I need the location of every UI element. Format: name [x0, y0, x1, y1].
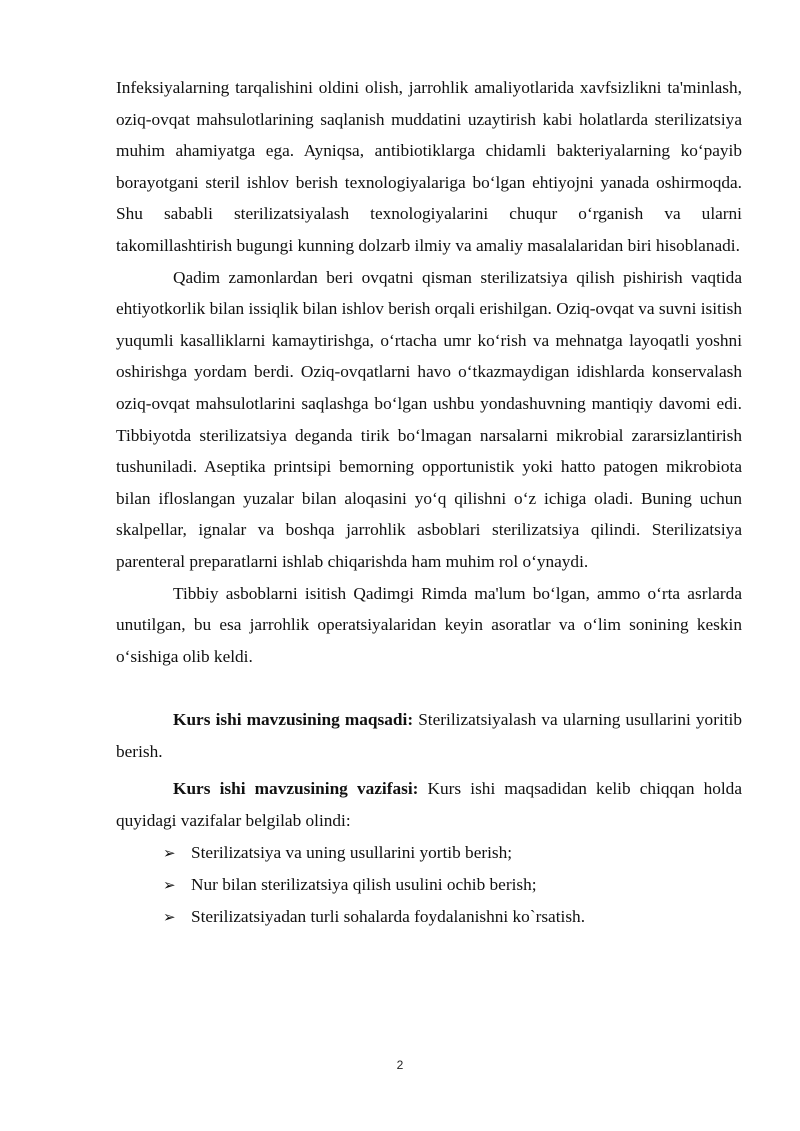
paragraph-intro: Infeksiyalarning tarqalishini oldini olish, jarrohlik amaliyotlarida xavfsizlikni ta'minlash, oziq-ovqat mahsulotlarining saqlanish muddatini uzaytirish kabi holatlarda sterilizatsiya muhim ahamiyatga ega. Ayniqsa, antibiotiklarga chidamli bakteriyalarning ko‘payib borayotgani steril ishlov berish texnologiyalariga bo‘lgan ehtiyojni yanada oshirmoqda. Shu sababli sterilizatsiyalash texnologiyalarini chuqur o‘rganish va ularni takomillashtirish bugungi kunning dolzarb ilmiy va amaliy masalalaridan biri hisoblanadi.: [116, 78, 742, 255]
arrow-bullet-icon: ➢: [163, 907, 176, 926]
paragraph-history: Qadim zamonlardan beri ovqatni qisman sterilizatsiya qilish pishirish vaqtida ehtiyotkorlik bilan issiqlik bilan ishlov berish orqali erishilgan. Oziq-ovqat va suvni isitish yuqumli kasalliklarni kamaytirishga, o‘rtacha umr ko‘rish va mehnatga layoqatli yoshni oshirishga yordam berdi. Oziq-ovqatlarni havo o‘tkazmaydigan idishlarda konservalash oziq-ovqat mahsulotlarini saqlashga bo‘lgan ushbu yondashuvning mantiqiy davomi edi. Tibbiyotda sterilizatsiya deganda tirik bo‘lmagan narsalarni mikrobial zararsizlantirish tushuniladi. Aseptika printsipi bemorning opportunistik yoki hatto patogen mikrobiota bilan ifloslangan yuzalar bilan aloqasini yo‘q qilishni o‘z ichiga oladi. Buning uchun skalpellar, ignalar va boshqa jarrohlik asboblari sterilizatsiya qilindi. Sterilizatsiya parenteral preparatlarni ishlab chiqarishda ham muhim rol o‘ynaydi.: [116, 267, 742, 571]
tasks-paragraph: [116, 773, 742, 836]
list-item: [163, 837, 742, 869]
list-item-text: Sterilizatsiyadan turli sohalarda foydalanishni ko`rsatish.: [191, 906, 586, 926]
list-item: [163, 901, 742, 933]
list-item-text: Sterilizatsiya va uning usullarini yortib berish;: [191, 842, 513, 862]
document-page: [116, 72, 742, 933]
paragraph-rome: Tibbiy asboblarni isitish Qadimgi Rimda ma'lum bo‘lgan, ammo o‘rta asrlarda unutilgan, bu esa jarrohlik operatsiyalaridan keyin asoratlar va o‘lim sonining keskin o‘sishiga olib keldi.: [116, 583, 742, 666]
task-list: [116, 837, 742, 933]
goal-label: Kurs ishi mavzusining maqsadi:: [173, 710, 414, 730]
arrow-bullet-icon: ➢: [163, 875, 176, 894]
goal-paragraph: [116, 704, 742, 767]
list-item-text: Nur bilan sterilizatsiya qilish usulini ochib berish;: [191, 874, 537, 894]
page-number: 2: [396, 1058, 404, 1072]
list-item: [163, 869, 742, 901]
tasks-text: Kurs ishi maqsadidan kelib chiqqan holda quyidagi vazifalar belgilab olindi:: [116, 779, 742, 831]
tasks-label: Kurs ishi mavzusining vazifasi:: [173, 779, 419, 799]
goal-text: Sterilizatsiyalash va ularning usullarini yoritib berish.: [116, 710, 742, 761]
arrow-bullet-icon: ➢: [163, 843, 176, 862]
